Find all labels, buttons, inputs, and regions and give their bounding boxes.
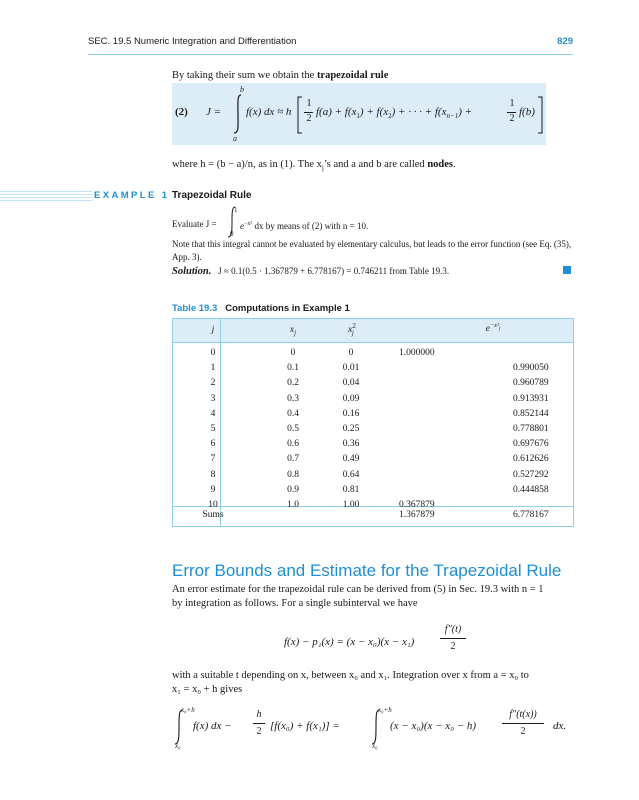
cell-exp-interior: 0.612626	[513, 454, 549, 465]
cell-x: 0.4	[287, 408, 299, 419]
cell-x2: 0.09	[342, 393, 360, 404]
sums-col1: 1.367879	[399, 510, 435, 520]
left-integral-lower: x₀	[175, 742, 181, 750]
example-lower-limit: 0	[230, 230, 234, 238]
cell-j: 7	[210, 454, 216, 465]
cell-x: 0	[290, 348, 296, 358]
example-label: EXAMPLE 1	[94, 190, 170, 201]
cell-j: 0	[210, 348, 216, 358]
table-caption: Table 19.3 Computations in Example 1	[172, 303, 350, 314]
cell-x: 0.7	[287, 454, 299, 465]
sums-col2: 6.778167	[513, 510, 549, 520]
cell-exp-end: 1.000000	[399, 348, 435, 358]
error-equation-numerator: f″(t)	[444, 624, 462, 635]
h-fraction-bar	[253, 723, 265, 724]
table-number: Table 19.3	[172, 303, 218, 314]
nodes-term: nodes	[427, 159, 453, 170]
left-integral-upper: x₀+h	[181, 706, 195, 714]
half-denominator-2: 2	[509, 113, 515, 124]
equation-number: (2)	[175, 106, 188, 118]
section-title: Error Bounds and Estimate for the Trapezoidal Rule	[172, 561, 562, 580]
error-para-line1: An error estimate for the trapezoidal rule can be derived from (5) in Sec. 19.3 with n = 1	[172, 584, 544, 595]
cell-exp-interior: 0.444858	[513, 484, 549, 495]
integral-sign	[230, 92, 246, 136]
trapezoidal-rule-term: trapezoidal rule	[316, 70, 389, 81]
example-note: Note that this integral cannot be evaluated by elementary calculus, but leads to the error function (see Eq. (35), App. 3).	[172, 239, 572, 262]
fpp-denominator: 2	[520, 726, 526, 737]
cell-x: 0.6	[287, 439, 299, 450]
cell-exp-interior: 0.697676	[513, 439, 549, 450]
cell-j: 1	[210, 363, 216, 374]
cell-j: 8	[210, 469, 216, 480]
cell-x: 0.9	[287, 484, 299, 495]
dx-term: dx.	[553, 720, 567, 732]
header-xj: $x_j$	[289, 325, 297, 337]
right-integrand: (x − x₀)(x − x₀ − h)	[390, 720, 477, 732]
cell-exp-interior: 0.527292	[513, 469, 549, 480]
cell-exp-interior: 0.960789	[513, 378, 549, 389]
where-paragraph: where h = (b − a)/n, as in (1). The $x_j’s$ and a and b are called nodes.	[172, 159, 456, 173]
error-para2-line2: x₁ = x₀ + h gives	[172, 684, 243, 695]
header-exp: $e^{-x^2_j}$	[485, 322, 501, 335]
half-numerator-2: 1	[509, 98, 515, 109]
error-equation-lhs: f(x) − p₁(x) = (x − x₀)(x − x₁)	[284, 636, 415, 648]
cell-x: 1.0	[287, 500, 299, 510]
cell-x: 0.5	[287, 424, 299, 434]
integral-upper-limit: b	[240, 85, 244, 94]
cell-exp-interior: 0.778801	[513, 424, 549, 434]
error-equation-fraction-bar	[440, 638, 466, 639]
integral-lower-limit: a	[233, 134, 237, 143]
fb-term: f(b)	[519, 106, 535, 118]
example-title: Trapezoidal Rule	[172, 190, 252, 201]
header-rule	[88, 54, 573, 55]
error-equation-denominator: 2	[450, 641, 456, 652]
cell-j: 4	[210, 408, 216, 419]
cell-x: 0.1	[287, 363, 299, 374]
cell-j: 6	[210, 439, 216, 450]
error-para-line2: by integration as follows. For a single subinterval we have	[172, 598, 418, 609]
header-xj2: $x^2_j$	[348, 322, 356, 338]
example-integrand: $e^{-x^2}$ dx by means of (2) with n = 10.	[240, 221, 369, 231]
fpp-numerator: f″(t(x))	[509, 709, 537, 720]
header-j: j	[211, 325, 215, 335]
integrand: f(x) dx ≈ h	[246, 106, 292, 118]
running-header	[88, 36, 573, 52]
cell-j: 3	[210, 393, 216, 404]
computation-table	[172, 318, 574, 527]
cell-x2: 0.04	[342, 378, 360, 389]
right-integral-upper: x₀+h	[378, 706, 392, 714]
half-numerator: 1	[306, 98, 312, 109]
cell-x2: 0.81	[342, 484, 360, 495]
sums-label: Sums	[202, 510, 224, 520]
cell-j: 2	[210, 378, 216, 389]
intro-paragraph: By taking their sum we obtain the trapezoidal rule	[172, 70, 389, 81]
cell-x: 0.2	[287, 378, 299, 389]
cell-exp-interior: 0.913931	[513, 393, 549, 404]
cell-x: 0.8	[287, 469, 299, 480]
right-bracket	[536, 96, 544, 134]
cell-x2: 1.00	[342, 500, 360, 510]
cell-x2: 0.01	[342, 363, 360, 374]
left-integrand: f(x) dx −	[193, 720, 232, 732]
cell-x: 0.3	[287, 393, 299, 404]
cell-x2: 0.25	[342, 424, 360, 434]
cell-x2: 0	[348, 348, 354, 358]
cell-exp-interior: 0.852144	[513, 408, 549, 419]
solution-line	[172, 265, 449, 278]
error-para2-line1: with a suitable t depending on x, between x₀ and x₁. Integration over x from a = x₀ to	[172, 670, 529, 681]
cell-j: 9	[210, 484, 216, 495]
cell-x2: 0.36	[342, 439, 360, 450]
example-upper-limit: 1	[234, 206, 238, 214]
cell-x2: 0.49	[342, 454, 360, 465]
page-number: 829	[557, 36, 573, 47]
section-heading: SEC. 19.5 Numeric Integration and Differentiation	[88, 36, 297, 47]
cell-j: 5	[210, 424, 216, 434]
fpp-fraction-bar	[502, 723, 544, 724]
cell-x2: 0.64	[342, 469, 360, 480]
end-of-example-square	[563, 266, 571, 274]
cell-exp-end: 0.367879	[399, 500, 435, 510]
solution-label: Solution.	[172, 266, 212, 277]
evaluate-text: Evaluate J =	[172, 219, 217, 229]
cell-x2: 0.16	[342, 408, 360, 419]
half-denominator: 2	[306, 113, 312, 124]
endpoint-sum: [f(x₀) + f(x₁)] =	[270, 720, 340, 732]
sum-terms: $f(a) + f(x_1) + f(x_2)$ + · · · + $f(x_{n-1})$ +	[316, 106, 473, 121]
equation-lhs: J =	[206, 106, 222, 118]
h-denominator: 2	[256, 726, 262, 737]
cell-j: 10	[208, 500, 218, 510]
cell-exp-interior: 0.990050	[513, 363, 549, 374]
right-integral-lower: x₀	[372, 742, 378, 750]
left-bracket	[296, 96, 304, 134]
solution-text: J ≈ 0.1(0.5 · 1.367879 + 6.778167) = 0.746211 from Table 19.3.	[218, 266, 450, 276]
h-numerator: h	[256, 709, 262, 720]
